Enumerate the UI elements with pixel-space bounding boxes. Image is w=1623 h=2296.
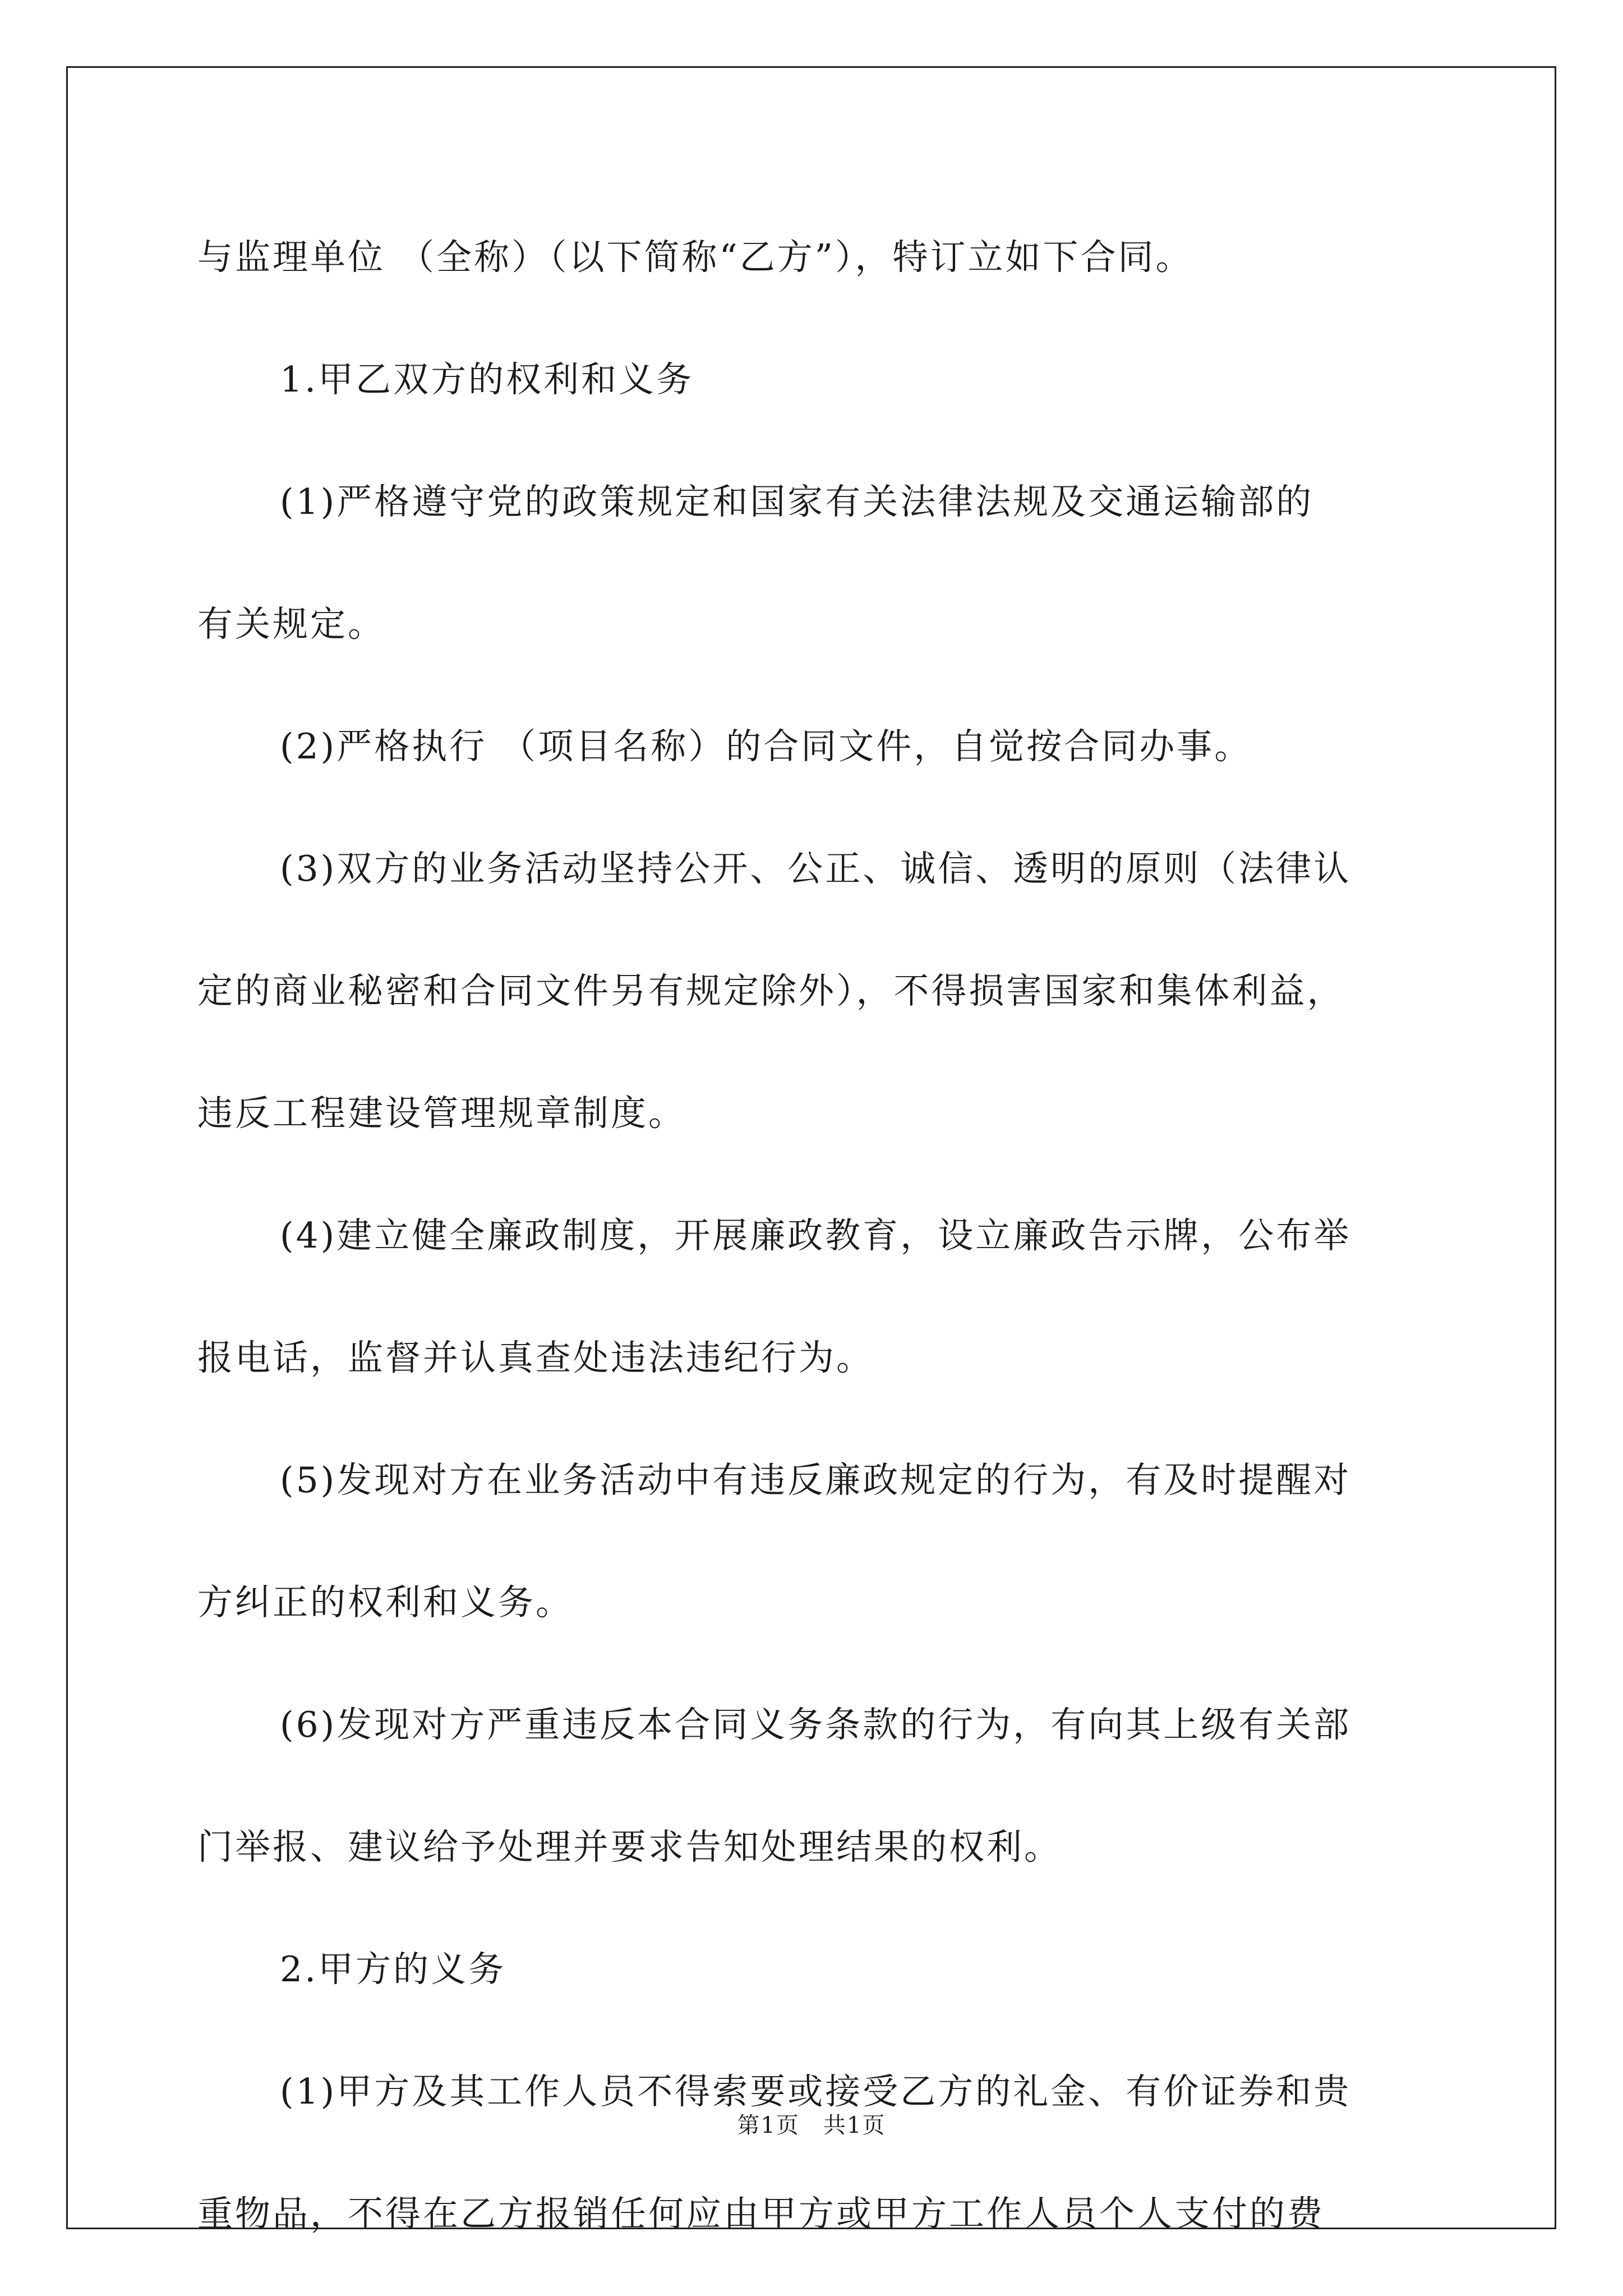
section-heading-2: 2.甲方的义务 [280,1949,506,1990]
text-line-9: (4)建立健全廉政制度，开展廉政教育，设立廉政告示牌，公布举 [280,1215,1352,1256]
text-line-14: 门举报、建议给予处理并要求告知处理结果的权利。 [197,1826,1062,1867]
section-heading-1: 1.甲乙双方的权利和义务 [280,359,694,400]
text-line-16: (1)甲方及其工作人员不得索要或接受乙方的礼金、有价证券和贵 [280,2071,1352,2112]
text-line-11: (5)发现对方在业务活动中有违反廉政规定的行为，有及时提醒对 [280,1460,1352,1501]
text-line-12: 方纠正的权利和义务。 [197,1582,573,1623]
text-line-5: (2)严格执行 （项目名称）的合同文件，自觉按合同办事。 [280,726,1252,767]
text-line-7: 定的商业秘密和合同文件另有规定除外），不得损害国家和集体利益， [197,970,1345,1011]
document-body [197,196,1431,2275]
text-line-1: 与监理单位 （全称）（以下简称“乙方”），特订立如下合同。 [197,237,1193,278]
text-line-4: 有关规定。 [197,604,385,645]
text-line-6: (3)双方的业务活动坚持公开、公正、诚信、透明的原则（法律认 [280,848,1352,889]
page-footer: 第1页 共1页 [737,2113,886,2138]
text-line-10: 报电话，监督并认真查处违法违纪行为。 [197,1337,874,1378]
text-line-3: (1)严格遵守党的政策规定和国家有关法律法规及交通运输部的 [280,481,1314,522]
text-line-13: (6)发现对方严重违反本合同义务条款的行为，有向其上级有关部 [280,1704,1352,1745]
text-line-8: 违反工程建设管理规章制度。 [197,1093,686,1134]
text-line-17: 重物品，不得在乙方报销任何应由甲方或甲方工作人员个人支付的费 [197,2193,1325,2234]
